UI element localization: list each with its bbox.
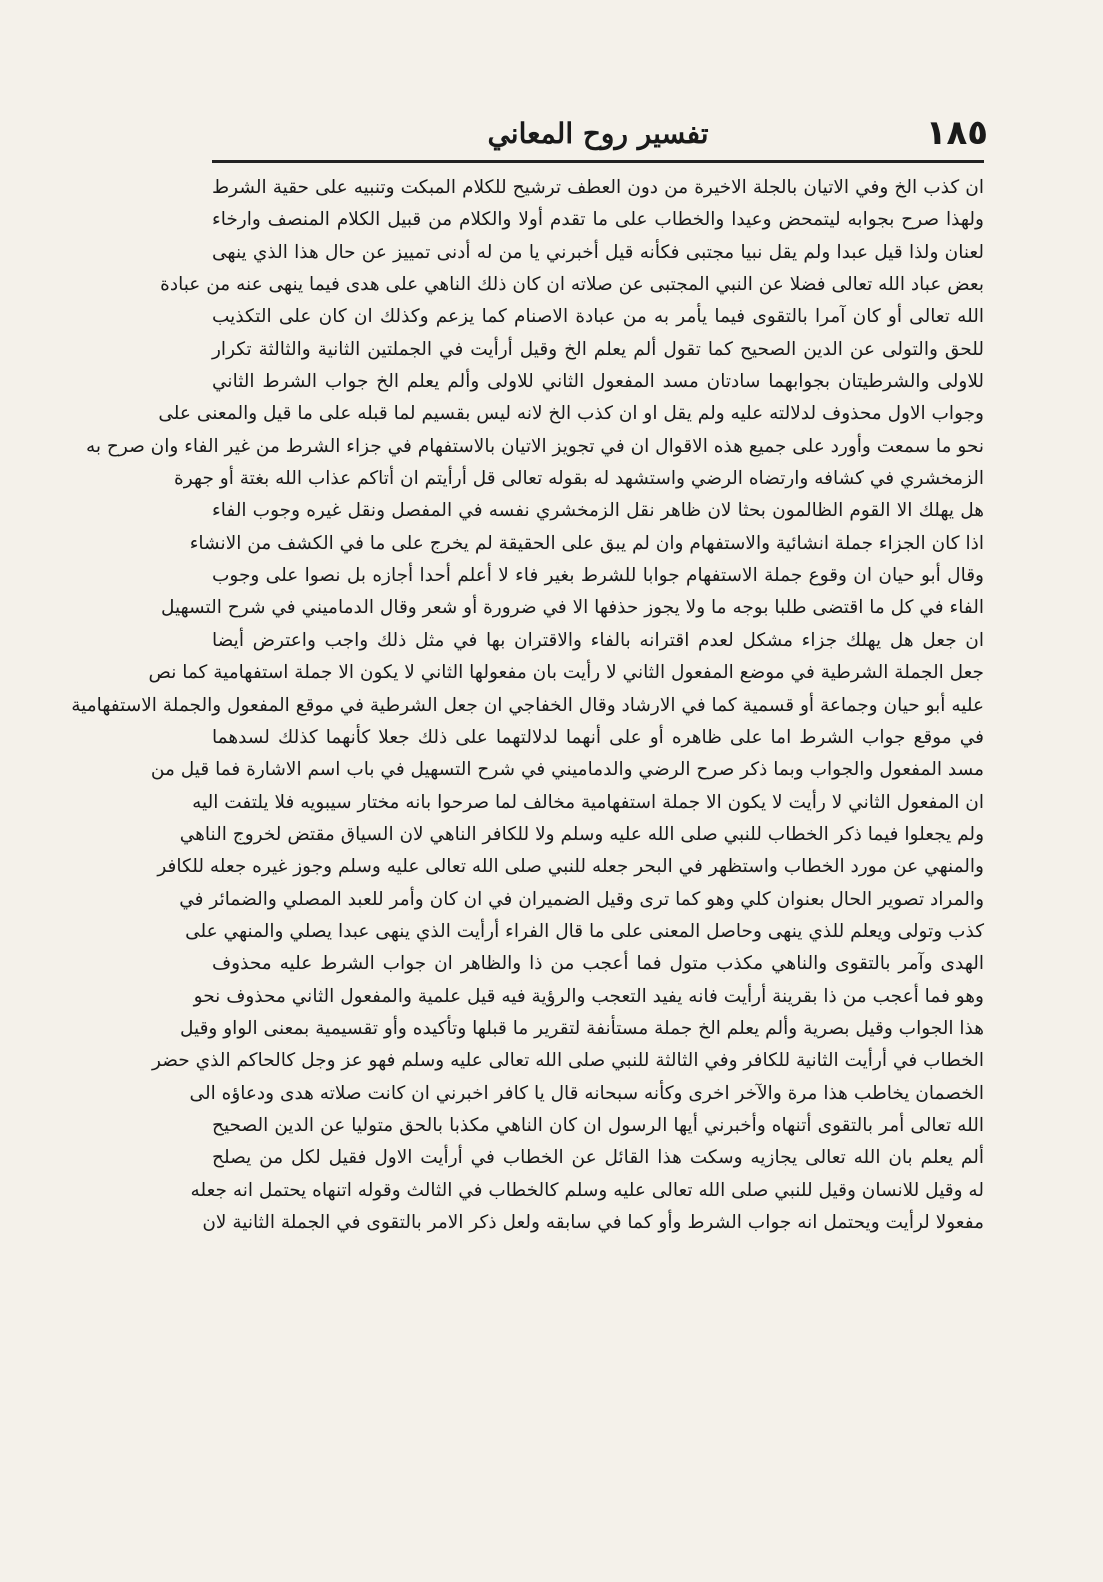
text-line: الله تعالى أو كان آمرا بالتقوى فيما يأمر به من عبادة الاصنام كما يزعم وكذلك ان كان على التكذيب: [212, 306, 984, 328]
text-line: الهدى وآمر بالتقوى والناهي مكذب متول فما أعجب من ذا والظاهر ان جواب الشرط عليه محذوف: [212, 953, 984, 975]
text-line: مفعولا لرأيت ويحتمل انه جواب الشرط وأو كما في سابقه ولعل ذكر الامر بالتقوى في الجملة الثانية لان: [202, 1212, 984, 1233]
page-header: [208, 108, 988, 158]
text-line: وهو فما أعجب من ذا بقرينة أرأيت فانه يفيد التعجب والرؤية فيه قيل علمية والمفعول الثاني محذوف نحو: [193, 985, 984, 1007]
text-line: ان المفعول الثاني لا رأيت لا يكون الا جملة استفهامية مخالف لما صرحوا بانه مختار سيبويه فلا يلتفت اليه: [192, 791, 984, 813]
text-line: له وقيل للانسان وقيل للنبي صلى الله تعالى عليه وسلم كالخطاب في الثالث وقوله اتنهاه يحتمل انه جعله: [190, 1179, 984, 1201]
text-line: الزمخشري في كشافه وارتضاه الرضي واستشهد له بقوله تعالى قل أرأيتم ان أتاكم عذاب الله بغتة أو جهرة: [174, 468, 984, 490]
text-line: وجواب الاول محذوف لدلالته عليه ولم يقل او ان كذب الخ لانه ليس بقسيم لما قبله على ما قيل والمعنى على: [158, 403, 984, 425]
text-line: للحق والتولى عن الدين الصحيح كما تقول ألم يعلم الخ وقيل أرأيت في الجملتين الثانية والثالثة تكرار: [212, 338, 984, 360]
text-line: مسد المفعول والجواب وبما ذكر صرح الرضي والدماميني في شرح التسهيل في باب اسم الاشارة فما قيل من: [150, 759, 984, 781]
text-line: للاولى والشرطيتان بجوابهما سادتان مسد المفعول الثاني للاولى وألم يعلم الخ جواب الشرط الثاني: [212, 371, 984, 393]
body-text: [71, 172, 984, 1239]
text-line: والمنهي عن مورد الخطاب واستظهر في البحر جعله للنبي صلى الله تعالى عليه وسلم وجوز غيره جعله للكافر: [157, 856, 984, 878]
text-line: والمراد تصوير الحال بعنوان كلي وهو كما ترى وقيل الضميران في ان كان وأمر للعبد المصلي والضمائر في: [179, 888, 984, 910]
text-line: الخصمان يخاطب هذا مرة والآخر اخرى وكأنه سبحانه قال يا كافر اخبرني ان كانت صلاته هدى ودعاؤه الى: [189, 1082, 984, 1104]
text-line: ان جعل هل يهلك جزاء مشكل لعدم اقترانه بالفاء والاقتران بها في مثل ذلك واجب واعترض أيضا: [212, 629, 984, 651]
text-line: هل يهلك الا القوم الظالمون بحثا لان ظاهر نقل الزمخشري نفسه في المفصل ونقل غيره وجوب الفاء: [212, 500, 984, 522]
text-line: كذب وتولى ويعلم للذي ينهى وحاصل المعنى على ما قال الفراء أرأيت الذي ينهى عبدا يصلي والمنهي على: [185, 920, 984, 942]
text-line: ولهذا صرح بجوابه ليتمحض وعيدا والخطاب على ما تقدم أولا والكلام من قبيل الكلام المنصف وارخاء: [212, 209, 984, 231]
text-line: الله تعالى أمر بالتقوى أتنهاه وأخبرني أيها الرسول ان كان الناهي مكذبا بالحق متوليا عن الدين الصحيح: [212, 1114, 984, 1136]
text-line: ولم يجعلوا فيما ذكر الخطاب للنبي صلى الله عليه وسلم ولا للكافر الناهي لان السياق مقتض لخروج الناهي: [179, 823, 984, 845]
running-title: تفسير روح المعاني: [487, 117, 709, 150]
text-line: الخطاب في أرأيت الثانية للكافر وفي الثالثة للنبي صلى الله تعالى عليه وسلم فهو عز وجل كالحاكم الذي حضر: [152, 1050, 984, 1072]
page-number: ١٨٥: [925, 113, 988, 153]
text-line: هذا الجواب وقيل بصرية وألم يعلم الخ جملة مستأنفة لتقرير ما قبلها وتأكيده وأو تقسيمية بمعنى الواو وقيل: [180, 1017, 984, 1039]
text-line: الفاء في كل ما اقتضى طلبا بوجه ما ولا يجوز حذفها الا في ضرورة أو شعر وقال الدماميني في شرح التسهيل: [160, 597, 984, 619]
text-line: ان كذب الخ وفي الاتيان بالجلة الاخيرة من دون العطف ترشيح للكلام المبكت وتنبيه على حقية الشرط: [212, 177, 984, 198]
text-line: جعل الجملة الشرطية في موضع المفعول الثاني لا رأيت بان مفعولها الثاني لا يكون الا جملة استفهامية كما نص: [148, 662, 984, 684]
text-line: نحو ما سمعت وأورد على جميع هذه الاقوال ان في تجويز الاتيان بالاستفهام في جزاء الشرط من غير الفاء وان صرح به: [85, 435, 984, 457]
header-rule: [212, 160, 984, 163]
text-line: ألم يعلم بان الله تعالى يجازيه وسكت هذا القائل عن الخطاب في أرأيت الاول فقيل لكل من يصلح: [212, 1147, 984, 1169]
text-line: عليه أبو حيان وجماعة أو قسمية كما في الارشاد وقال الخفاجي ان جعل الشرطية في موقع المفعول والجملة الاستفهامية: [71, 694, 984, 716]
text-line: بعض عباد الله تعالى فضلا عن النبي المجتبى عن صلاته ان كان ذلك الناهي على هدى فيما ينهى عنه من عبادة: [160, 274, 984, 296]
text-line: اذا كان الجزاء جملة انشائية والاستفهام وان لم يبق على الحقيقة لم يخرج على ما في الكشف من الانشاء: [189, 532, 984, 554]
text-line: لعنان ولذا قيل عبدا ولم يقل نبيا مجتبى فكأنه قيل أخبرني يا من له أدنى تمييز عن حال هذا الذي ينهى: [212, 241, 984, 263]
text-line: وقال أبو حيان ان وقوع جملة الاستفهام جوابا للشرط بغير فاء لا أعلم أحدا أجازه بل نصوا على وجوب: [212, 565, 984, 587]
text-line: في موقع جواب الشرط اما على ظاهره أو على أنهما لدلالتهما على ذلك جعلا كأنهما كذلك لسدهما: [212, 726, 984, 748]
